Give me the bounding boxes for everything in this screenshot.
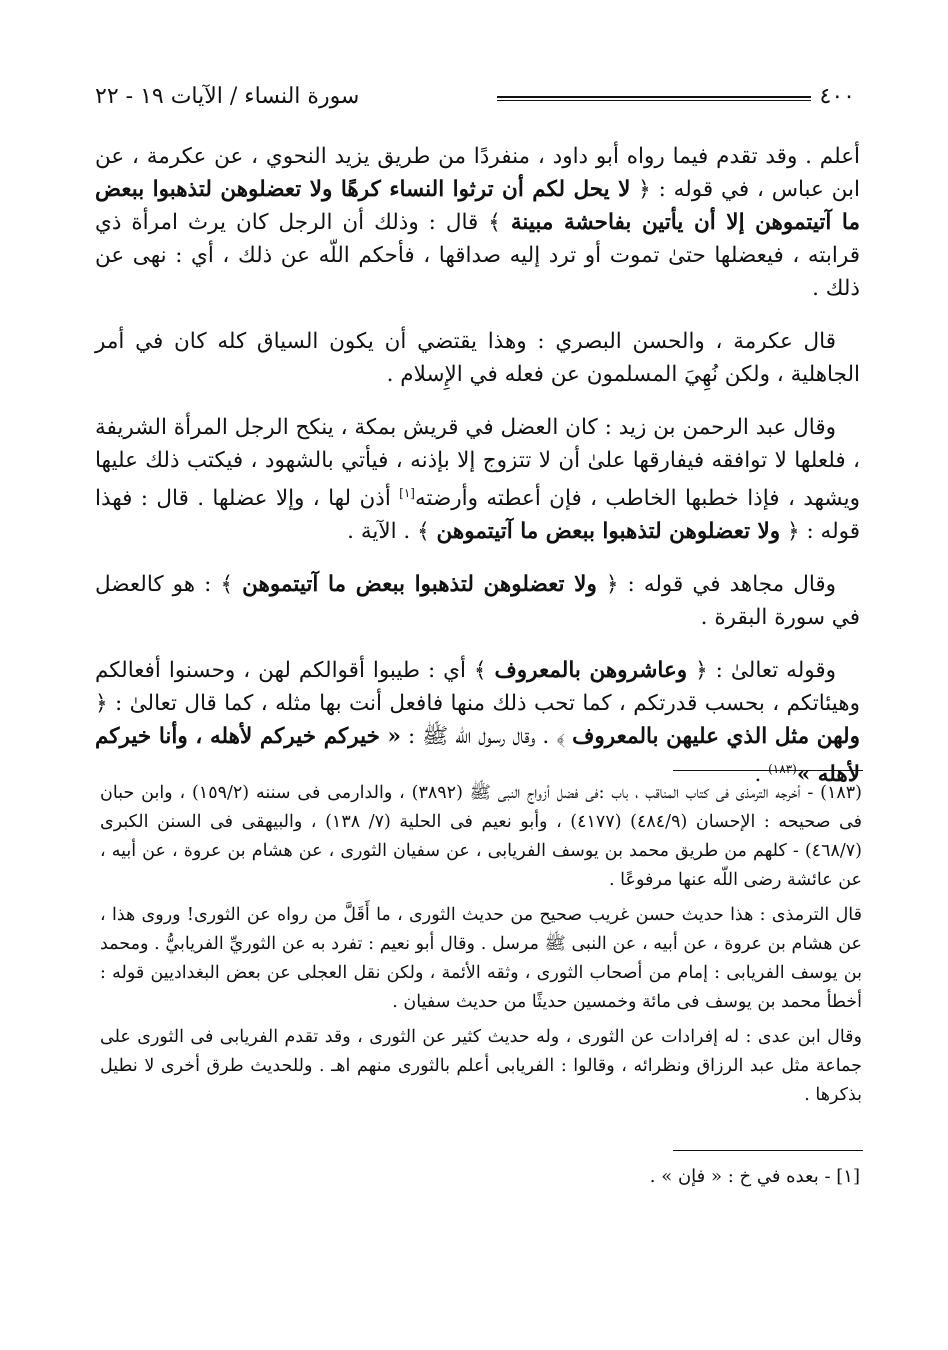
footnote-183: (١٨٣) - أخرجه الترمذى فى كتاب المناقب ، باب :فى فضل أزواج النبى ﷺ (٣٨٩٢) ، والدارمى فى سننه (١٥٩/٢) ، وابن حبان فى صحيحه : الإحسان (٤٨٤/٩) (٤١٧٧) ، وأبو نعيم فى الحلية (٧/ ١٣٨) ، والبيهقى فى السنن الكبرى (٤٦٨/٧) - كلهم من طريق محمد بن يوسف الفريابى ، عن سفيان الثورى ، عن هشام بن عروة ، عن أبيه ، عن عائشة رضى اللّه عنها مرفوعًا . [100, 783, 863, 890]
quran-quote: ﴿ ولا تعضلوهن لتذهبوا ببعض ما آتيتموهن ﴾ [220, 572, 619, 598]
editor-note: [١] - بعده في خ : « فإن » . [649, 1166, 860, 1187]
paragraph-5: وقوله تعالىٰ : ﴿ وعاشروهن بالمعروف ﴾ أي : طيبوا أقوالكم لهن ، وحسنوا أفعالكم وهيئاتكم ، بحسب قدرتكم ، كما تحب ذلك منها فافعل أنت بها مثله ، كما قال تعالىٰ : ﴿ ولهن مثل الذي عليهن بالمعروف ﴾ . وقال رسول اللّه ﷺ : « خيركم خيركم لأهله ، وأنا خيركم لأهله »$^{(١٨٣)}$ . [95, 658, 860, 788]
footnote-continuation: وقال ابن عدى : له إفرادات عن الثورى ، وله حديث كثير عن الثورى ، وقد تقدم الفريابى فى الثورى على جماعة مثل عبد الرزاق ونظرائه ، وقالوا : الفريابى أعلم بالثورى منهم اهـ . وللحديث طرق أخرى لا نطيل بذكرها . [100, 1027, 862, 1105]
quran-quote: ﴿ وعاشروهن بالمعروف ﴾ [473, 658, 708, 684]
editor-note-ref: [١] [399, 486, 415, 500]
hadith-quote: « خيركم خيركم لأهله ، وأنا خيركم لأهله » [95, 724, 860, 788]
main-text [95, 140, 860, 811]
page-header [95, 80, 855, 116]
editor-note-separator [673, 1150, 863, 1151]
quran-quote: ﴿ ولا تعضلوهن لتذهبوا ببعض ما آتيتموهن ﴾ [417, 519, 800, 545]
paragraph-2: قال عكرمة ، والحسن البصري : وهذا يقتضي أن يكون السياق كله كان في أمر الجاهلية ، ولكن نُهِيَ المسلمون عن فعله في الإِسلام . [95, 329, 860, 387]
page-number: ٤٠٠ [819, 84, 855, 109]
paragraph-1: أعلم . وقد تقدم فيما رواه أبو داود ، منفردًا من طريق يزيد النحوي ، عن عكرمة ، عن ابن عباس ، في قوله : ﴿ لا يحل لكم أن ترثوا النساء كرهًا ولا تعضلوهن لتذهبوا ببعض ما آتيتموهن إلا أن يأتين بفاحشة مبينة ﴾ قال : وذلك أن الرجل كان يرث امرأة ذي قرابته ، فيعضلها حتىٰ تموت أو ترد إليه صداقها ، فأحكم اللّه عن ذلك ، أي : نهى عن ذلك . [95, 144, 860, 301]
footnotes [100, 779, 862, 1116]
footnote-continuation: قال الترمذى : هذا حديث حسن غريب صحيح من حديث الثورى ، ما أَقَلَّ من رواه عن الثورى! وروى هذا ، عن هشام بن عروة ، عن أبيه ، عن النبى ﷺ مرسل . وقال أبو نعيم : تفرد به عن الثوريِّ الفريابيُّ . ومحمد بن يوسف الفريابى : إمام من أصحاب الثورى ، وثقه الأئمة ، ولكن نقل العجلى عن بعض البغداديين قوله : أخطأ محمد بن يوسف فى مائة وخمسين حديثًا من حديث سفيان . [100, 905, 862, 1012]
running-title: سورة النساء / الآيات ١٩ - ٢٢ [95, 84, 360, 109]
paragraph-4: وقال مجاهد في قوله : ﴿ ولا تعضلوهن لتذهبوا ببعض ما آتيتموهن ﴾ : هو كالعضل في سورة البقرة . [95, 572, 860, 631]
footnote-ref: (١٨٣) [768, 762, 797, 777]
footnote-separator [673, 770, 863, 771]
header-rule [497, 96, 811, 101]
quran-quote: ﴿ ولهن مثل الذي عليهن بالمعروف ﴾ [95, 691, 860, 750]
paragraph-3: وقال عبد الرحمن بن زيد : كان العضل في قريش بمكة ، ينكح الرجل المرأة الشريفة ، فلعلها لا توافقه فيفارقها علىٰ أن لا تتزوج إلا بإذنه ، فيأتي بالشهود ، فيكتب ذلك عليها ويشهد ، فإذا خطبها الخاطب ، فإن أعطته وأرضته[١] أذن لها ، وإلا عضلها . قال : فهذا قوله : ﴿ ولا تعضلوهن لتذهبوا ببعض ما آتيتموهن ﴾ . الآية . [95, 415, 860, 545]
quran-quote: ﴿ لا يحل لكم أن ترثوا النساء كرهًا ولا تعضلوهن لتذهبوا ببعض ما آتيتموهن إلا أن يأتين بفاحشة مبينة ﴾ [95, 177, 860, 235]
